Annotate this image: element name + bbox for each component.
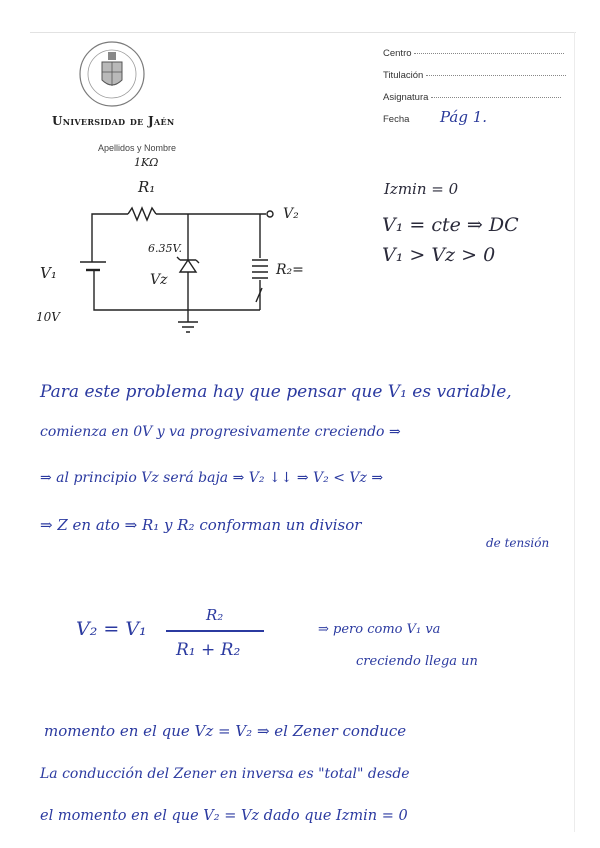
formula-comment-2: creciendo llega un [356,654,478,669]
text-line-4: ⇒ Z en ato ⇒ R₁ y R₂ conforman un divisor [40,516,362,534]
r2-label: R₂= [276,262,304,278]
titulacion-label: Titulación [383,70,424,81]
centro-label: Centro [383,48,412,59]
university-seal-logo [78,40,146,108]
r1-value-label: 1KΩ [134,156,159,169]
text-line-3: ⇒ al principio Vz será baja ⇒ V₂ ↓↓ ⇒ V₂ < Vz ⇒ [40,470,384,486]
source-value-label: 10V [36,310,60,324]
zener-voltage-label: 6.35V. [148,242,183,255]
centro-field [383,48,564,59]
condition-izmin: Izmin = 0 [384,180,459,198]
formula-numerator: R₂ [206,606,224,624]
condition-dc: V₁ = cte ⇒ DC [382,214,519,236]
text-line-5: de tensión [486,536,550,550]
r1-label: R₁ [138,178,156,196]
text-line-7: La conducción del Zener en inversa es "total" desde [40,766,410,782]
text-line-8: el momento en el que V₂ = Vz dado que Izmin = 0 [40,808,408,824]
text-line-6: momento en el que Vz = V₂ ⇒ el Zener conduce [44,722,407,740]
page-right-edge [574,32,575,832]
zener-label: Vz [150,272,168,288]
formula-denominator: R₁ + R₂ [176,640,241,660]
titulacion-line [426,74,566,76]
university-name: Universidad de Jaén [52,114,175,128]
apellidos-label: Apellidos y Nombre [98,143,177,153]
formula-comment-1: ⇒ pero como V₁ va [318,622,441,637]
titulacion-field [383,70,566,81]
source-v1-label: V₁ [40,264,57,282]
asignatura-line [431,96,561,98]
fecha-label: Fecha [383,114,410,125]
formula-lhs: V₂ = V₁ [76,618,147,640]
fecha-value: Pág 1. [440,108,488,126]
text-line-2: comienza en 0V y va progresivamente creciendo ⇒ [40,424,401,440]
condition-inequality: V₁ > Vz > 0 [382,244,496,266]
fecha-field [383,114,409,125]
asignatura-field [383,92,561,103]
page-top-edge [30,32,576,33]
asignatura-label: Asignatura [383,92,429,103]
text-line-1: Para este problema hay que pensar que V₁ es variable, [40,382,512,402]
output-v2-label: V₂ [283,206,299,222]
fraction-bar [166,630,264,632]
centro-line [414,52,564,54]
